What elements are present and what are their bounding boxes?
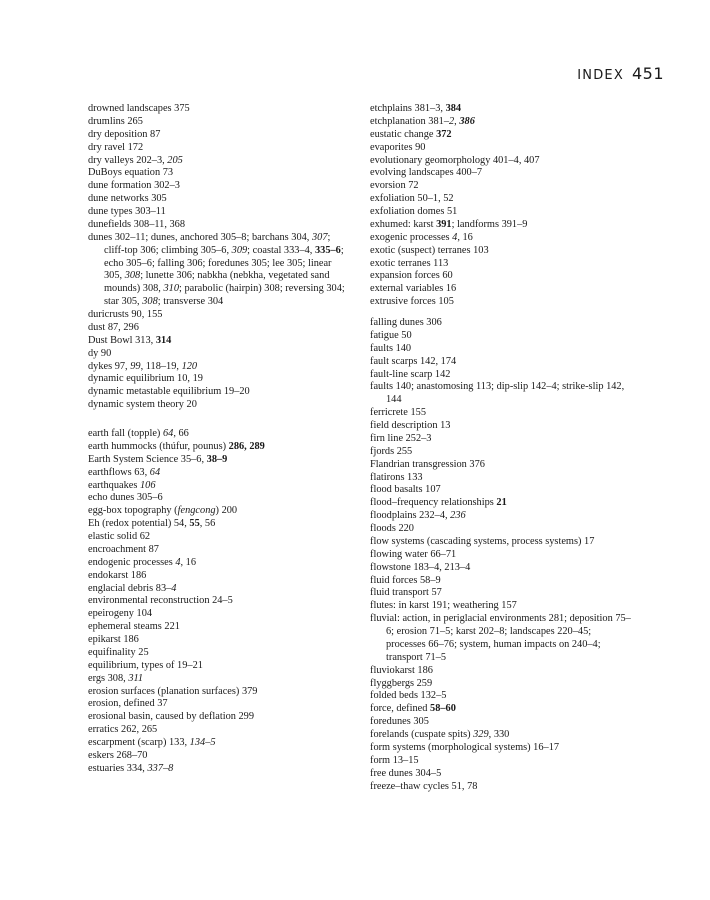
- entry-text: etchplains 381–3,: [370, 103, 446, 114]
- page-ref: 307: [311, 231, 328, 243]
- index-entry: [88, 660, 350, 673]
- entry-text: exotic terranes 113: [370, 257, 449, 269]
- index-entry: [370, 562, 632, 575]
- entry-text: ; transverse 304: [157, 296, 224, 308]
- index-entry: [370, 755, 632, 768]
- page-ref: 308: [124, 270, 141, 282]
- index-entry: [370, 180, 632, 193]
- page-ref: 120: [181, 360, 198, 372]
- entry-text: encroachment 87: [88, 543, 159, 555]
- index-entry: [88, 399, 350, 412]
- page-ref: 286, 289: [228, 440, 265, 452]
- entry-text: , 118–19,: [140, 360, 182, 372]
- index-entry: [88, 557, 350, 570]
- entry-text: form systems (morphological systems) 16–17: [370, 741, 560, 753]
- index-entry: [370, 193, 632, 206]
- index-entry: [88, 647, 350, 660]
- index-entry: [88, 480, 350, 493]
- entry-text: erosion surfaces (planation surfaces) 379: [88, 685, 258, 697]
- page-ref: 4: [171, 582, 177, 594]
- entry-text: dynamic equilibrium 10, 19: [88, 373, 203, 385]
- entry-text: dry valleys 202–3,: [88, 154, 168, 166]
- index-entry: [88, 167, 350, 180]
- entry-text: dunefields 308–11, 368: [88, 218, 186, 230]
- entry-text: dust 87, 296: [88, 321, 139, 333]
- page-ref: 64: [149, 466, 161, 478]
- entry-text: expansion forces 60: [370, 270, 453, 282]
- index-entry: [370, 330, 632, 343]
- index-entry: [88, 608, 350, 621]
- index-entry: [88, 309, 350, 322]
- index-column-right: [370, 103, 632, 793]
- index-entry: [370, 549, 632, 562]
- index-entry: [88, 322, 350, 335]
- index-entry: [88, 673, 350, 686]
- index-entry: [88, 698, 350, 711]
- entry-text: faults 140; anastomosing 113; dip-slip 142–4; strike-slip 142, 144: [370, 381, 625, 406]
- index-entry: [88, 531, 350, 544]
- index-entry: [88, 505, 350, 518]
- index-entry: [370, 716, 632, 729]
- entry-text: duricrusts 90, 155: [88, 309, 163, 320]
- index-entry: [88, 750, 350, 763]
- entry-text: exfoliation 50–1, 52: [370, 193, 454, 205]
- index-entry: [370, 206, 632, 219]
- index-entry: [370, 600, 632, 613]
- index-entry: [370, 484, 632, 497]
- index-entry: [370, 270, 632, 283]
- entry-text: evolving landscapes 400–7: [370, 167, 483, 179]
- index-entry: [88, 361, 350, 374]
- entry-text: dry deposition 87: [88, 128, 161, 140]
- entry-text: ) 200: [215, 505, 238, 517]
- entry-text: endokarst 186: [88, 569, 147, 581]
- entry-text: dykes 97,: [88, 360, 131, 372]
- index-entry: [370, 613, 632, 665]
- entry-text: ferricrete 155: [370, 407, 426, 419]
- entry-text: fault scarps 142, 174: [370, 355, 457, 367]
- index-entry: [88, 219, 350, 232]
- entry-text: earth fall (topple): [88, 428, 163, 439]
- index-entry: [370, 381, 632, 407]
- index-entry: [370, 245, 632, 258]
- index-entry: [88, 373, 350, 386]
- entry-text: fluid forces 58–9: [370, 574, 441, 586]
- page-ref: 310: [163, 283, 179, 295]
- index-entry: [88, 583, 350, 596]
- entry-text: fluvial: action, in periglacial environments 281; deposition 75–6; erosion 71–5; karst 202–8; landscapes 220–45; processes 66–76; system, human impacts on 240–4; transport 71–5: [370, 613, 631, 663]
- entry-text: flowstone 183–4, 213–4: [370, 561, 471, 573]
- index-entry: [370, 446, 632, 459]
- entry-text: fatigue 50: [370, 329, 412, 341]
- index-entry: [88, 634, 350, 647]
- entry-text: flow systems (cascading systems, process systems) 17: [370, 535, 595, 547]
- page-ref: 21: [496, 497, 507, 509]
- index-entry: [370, 219, 632, 232]
- entry-text: folded beds 132–5: [370, 690, 447, 702]
- entry-text: erratics 262, 265: [88, 724, 158, 736]
- entry-text: extrusive forces 105: [370, 296, 454, 308]
- page-ref: 55: [189, 518, 200, 530]
- entry-text: Flandrian transgression 376: [370, 458, 485, 470]
- index-entry: [370, 497, 632, 510]
- index-entry: [88, 155, 350, 168]
- index-entry: [88, 518, 350, 531]
- entry-text: , 16: [457, 231, 473, 243]
- index-entry: [370, 317, 632, 330]
- index-entry: [370, 167, 632, 180]
- page-ref: 106: [139, 479, 156, 491]
- entry-text: dynamic metastable equilibrium 19–20: [88, 386, 250, 398]
- entry-text: flutes: in karst 191; weathering 157: [370, 600, 517, 612]
- index-entry: [370, 510, 632, 523]
- entry-text: ; parabolic (hairpin) 308; reversing 304; star 305,: [104, 283, 345, 308]
- entry-text: ; echo 305–6; falling 306; foredunes 305; lee 305; linear 305,: [104, 244, 344, 282]
- page-ref: 329: [473, 729, 489, 740]
- index-entry: [370, 232, 632, 245]
- entry-text: equilibrium, types of 19–21: [88, 659, 203, 671]
- index-entry: [370, 258, 632, 271]
- index-entry: [370, 369, 632, 382]
- index-entry: [370, 665, 632, 678]
- index-entry: [370, 296, 632, 309]
- entry-text: egg-box topography (: [88, 505, 178, 517]
- index-entry: [370, 129, 632, 142]
- index-entry: [88, 142, 350, 155]
- entry-text: earthquakes: [88, 479, 140, 491]
- entry-text: Earth System Science 35–6,: [88, 453, 207, 465]
- running-head-label: INDEX: [577, 68, 624, 83]
- entry-text: exfoliation domes 51: [370, 206, 458, 217]
- index-entry: [88, 686, 350, 699]
- page-ref: fengcong: [177, 505, 216, 517]
- index-entry: [88, 711, 350, 724]
- entry-text: drumlins 265: [88, 115, 143, 127]
- entry-text: ephemeral steams 221: [88, 621, 180, 633]
- entry-text: forelands (cuspate spits): [370, 729, 474, 740]
- entry-text: faults 140: [370, 342, 412, 354]
- entry-text: environmental reconstruction 24–5: [88, 595, 233, 607]
- index-entry: [370, 459, 632, 472]
- index-entry: [88, 724, 350, 737]
- index-entry: [88, 454, 350, 467]
- index-entry: [370, 729, 632, 742]
- page-ref: 205: [167, 154, 183, 166]
- entry-text: drowned landscapes 375: [88, 103, 190, 114]
- index-entry: [88, 763, 350, 776]
- entry-text: flatirons 133: [370, 471, 423, 483]
- entry-text: fluid transport 57: [370, 587, 442, 599]
- index-entry: [370, 472, 632, 485]
- index-entry: [370, 690, 632, 703]
- page-ref: 236: [450, 510, 466, 522]
- entry-text: form 13–15: [370, 754, 419, 766]
- entry-text: dy 90: [88, 347, 112, 359]
- index-entry: [370, 407, 632, 420]
- entry-text: exogenic processes: [370, 231, 453, 243]
- index-entry: [370, 703, 632, 716]
- index-entry: [88, 193, 350, 206]
- entry-text: Dust Bowl 313,: [88, 334, 156, 346]
- entry-text: eskers 268–70: [88, 749, 148, 761]
- entry-text: firn line 252–3: [370, 432, 432, 444]
- entry-text: eustatic change: [370, 128, 437, 140]
- index-entry: [88, 180, 350, 193]
- index-entry: [370, 343, 632, 356]
- entry-text: ; coastal 333–4,: [247, 244, 315, 256]
- index-entry: [370, 356, 632, 369]
- page-ref: 38–9: [206, 453, 228, 465]
- entry-text: , 330: [488, 729, 510, 740]
- index-entry: [88, 348, 350, 361]
- entry-text: ,: [454, 115, 460, 127]
- entry-text: ergs 308,: [88, 672, 129, 684]
- index-entry: [370, 587, 632, 600]
- entry-text: dunes 302–11; dunes, anchored 305–8; barchans 304,: [88, 231, 312, 243]
- entry-text: fluviokarst 186: [370, 664, 433, 676]
- running-head: [577, 64, 664, 83]
- page-ref: 134–5: [189, 737, 216, 748]
- index-entry: [88, 441, 350, 454]
- index-entry: [88, 232, 350, 309]
- entry-text: ; cliff-top 306; climbing 305–6,: [104, 231, 331, 256]
- section-gap: [370, 309, 632, 317]
- page-ref: 335–6: [314, 244, 341, 256]
- index-entry: [88, 335, 350, 348]
- page-ref: 99: [130, 360, 141, 372]
- entry-text: dune formation 302–3: [88, 180, 180, 192]
- index-entry: [88, 544, 350, 557]
- entry-text: dry ravel 172: [88, 141, 144, 153]
- entry-text: elastic solid 62: [88, 531, 151, 542]
- page-ref: 386: [459, 115, 475, 127]
- entry-text: exotic (suspect) terranes 103: [370, 244, 489, 256]
- entry-text: echo dunes 305–6: [88, 492, 163, 504]
- index-entry: [370, 155, 632, 168]
- entry-text: external variables 16: [370, 283, 457, 295]
- index-entry: [370, 575, 632, 588]
- index-entry: [88, 129, 350, 142]
- entry-text: fjords 255: [370, 445, 413, 457]
- entry-text: estuaries 334,: [88, 762, 148, 774]
- index-entry: [370, 142, 632, 155]
- entry-text: dune networks 305: [88, 193, 167, 205]
- entry-text: flood basalts 107: [370, 484, 441, 496]
- entry-text: evolutionary geomorphology 401–4, 407: [370, 154, 540, 166]
- index-entry: [88, 595, 350, 608]
- index-entry: [88, 116, 350, 129]
- index-entry: [88, 621, 350, 634]
- entry-text: epikarst 186: [88, 634, 139, 645]
- entry-text: flyggbergs 259: [370, 677, 433, 689]
- page-ref: 311: [128, 672, 144, 684]
- index-entry: [88, 428, 350, 441]
- index-entry: [88, 206, 350, 219]
- entry-text: , 16: [180, 556, 197, 568]
- entry-text: DuBoys equation 73: [88, 167, 174, 179]
- entry-text: etchplanation 381–: [370, 115, 449, 127]
- entry-text: field description 13: [370, 420, 451, 431]
- index-column-left: [88, 103, 350, 776]
- index-entry: [88, 737, 350, 750]
- page-ref: 308: [142, 296, 158, 308]
- entry-text: floodplains 232–4,: [370, 510, 451, 522]
- entry-text: exhumed: karst: [370, 218, 437, 230]
- page-ref: 337–8: [147, 762, 174, 774]
- entry-text: freeze–thaw cycles 51, 78: [370, 780, 478, 792]
- index-entry: [88, 386, 350, 399]
- index-entry: [370, 768, 632, 781]
- entry-text: equifinality 25: [88, 646, 149, 658]
- page-ref: 4: [452, 231, 458, 243]
- page-ref: 58–60: [430, 703, 456, 715]
- page-ref: 372: [436, 128, 452, 140]
- index-entry: [370, 420, 632, 433]
- index-entry: [370, 742, 632, 755]
- entry-text: erosional basin, caused by deflation 299: [88, 711, 255, 723]
- entry-text: erosion, defined 37: [88, 698, 168, 710]
- index-entry: [88, 492, 350, 505]
- page-ref: 309: [231, 244, 248, 256]
- entry-text: englacial debris 83–: [88, 582, 172, 594]
- index-entry: [370, 433, 632, 446]
- entry-text: , 66: [173, 428, 189, 439]
- index-entry: [370, 781, 632, 794]
- entry-text: falling dunes 306: [370, 317, 442, 328]
- entry-text: endogenic processes: [88, 556, 176, 568]
- page-ref: 4: [175, 556, 181, 568]
- entry-text: , 56: [199, 518, 216, 530]
- entry-text: flowing water 66–71: [370, 548, 457, 560]
- index-entry: [88, 570, 350, 583]
- entry-text: fault-line scarp 142: [370, 368, 451, 380]
- entry-text: evorsion 72: [370, 180, 419, 192]
- index-entry: [370, 283, 632, 296]
- entry-text: ; lunette 306; nabkha (nebkha, vegetated sand mounds) 308,: [104, 270, 330, 295]
- entry-text: dynamic system theory 20: [88, 399, 197, 411]
- entry-text: floods 220: [370, 523, 414, 534]
- index-entry: [370, 536, 632, 549]
- entry-text: force, defined: [370, 703, 431, 715]
- entry-text: free dunes 304–5: [370, 767, 442, 779]
- index-entry: [370, 103, 632, 116]
- entry-text: Eh (redox potential) 54,: [88, 518, 190, 530]
- index-entry: [370, 523, 632, 536]
- page-ref: 391: [436, 218, 452, 230]
- page-ref: 384: [445, 103, 462, 114]
- index-entry: [88, 103, 350, 116]
- entry-text: flood–frequency relationships: [370, 497, 497, 509]
- entry-text: dune types 303–11: [88, 206, 166, 217]
- entry-text: escarpment (scarp) 133,: [88, 737, 190, 748]
- entry-text: foredunes 305: [370, 716, 429, 728]
- entry-text: ; landforms 391–9: [451, 218, 528, 230]
- index-entry: [88, 467, 350, 480]
- page-ref: 2: [449, 115, 455, 127]
- index-entry: [370, 678, 632, 691]
- page-ref: 314: [155, 334, 172, 346]
- entry-text: epeirogeny 104: [88, 608, 153, 620]
- page-ref: 64: [162, 428, 174, 439]
- entry-text: earth hummocks (thúfur, pounus): [88, 440, 229, 452]
- index-entry: [370, 116, 632, 129]
- entry-text: evaporites 90: [370, 141, 426, 153]
- section-gap: [88, 412, 350, 428]
- entry-text: earthflows 63,: [88, 466, 150, 478]
- page-number: 451: [631, 64, 664, 83]
